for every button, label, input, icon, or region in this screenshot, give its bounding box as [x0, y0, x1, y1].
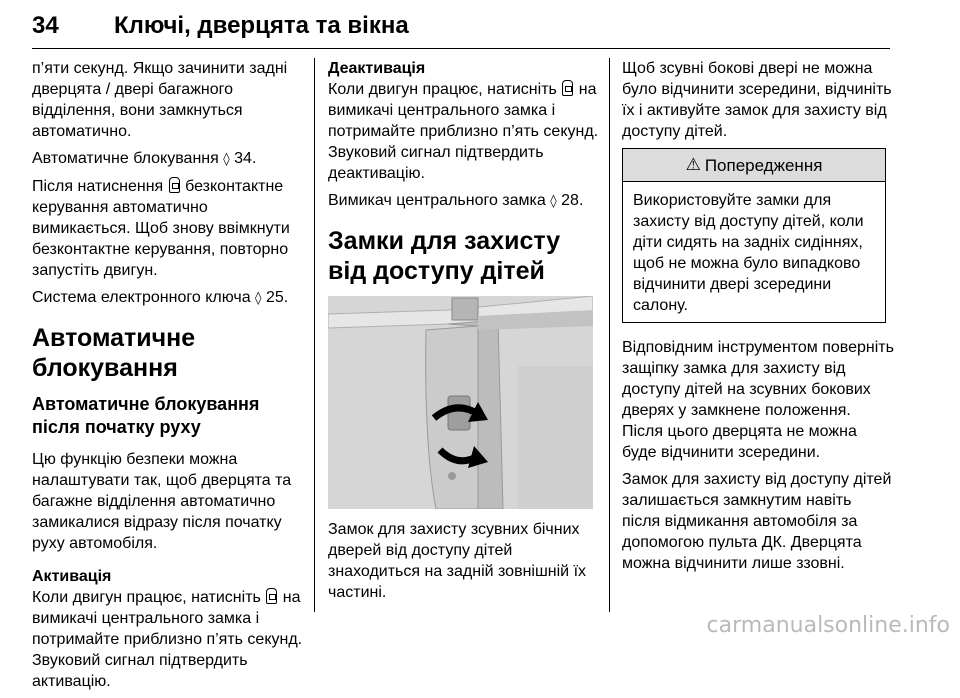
paragraph-cross-reference: Вимикач центрального замка ◊ 28. [328, 192, 584, 209]
lock-button-icon [169, 177, 180, 193]
warning-text: Використовуйте замки для захисту від доступу дітей, коли діти сидять на задніх сидіннях, щоб не можна було випадково відчинити двері зсередини салону. [633, 192, 864, 314]
page-header [32, 4, 890, 49]
column-divider [609, 58, 610, 612]
column-divider [314, 58, 315, 612]
column-2 [328, 58, 600, 609]
door-latch-drawing [328, 296, 593, 509]
page-reference[interactable]: 28. [561, 192, 584, 209]
paragraph: Коли двигун працює, натисніть на вимикачі центрального замка і потримайте приблизно п’ять секунд. Звуковий сигнал підтвердить деактивацію. [328, 81, 599, 182]
paragraph-cross-reference: Система електронного ключа ◊ 25. [32, 289, 289, 306]
page-reference[interactable]: 34. [234, 150, 257, 167]
lock-button-icon [266, 588, 277, 604]
deactivation-heading: Деактивація [328, 60, 426, 77]
paragraph: п’яти секунд. Якщо зачинити задні дверцята / двері багажного відділення, вони замкнуться автоматично. [32, 60, 288, 140]
watermark: carmanualsonline.info [706, 613, 950, 638]
page-reference-arrow-icon: ◊ [255, 291, 262, 306]
section-heading: Замки для захисту від доступу дітей [328, 227, 561, 285]
figure-caption: Замок для захисту зсувних бічних дверей від доступу дітей знаходиться на задній зовнішній їх частині. [328, 521, 587, 601]
paragraph: Коли двигун працює, натисніть на вимикачі центрального замка і потримайте приблизно п’ять секунд. Звуковий сигнал підтвердить активацію. [32, 589, 303, 690]
warning-header [623, 149, 885, 182]
lock-button-icon [562, 80, 573, 96]
child-lock-illustration [328, 296, 593, 509]
paragraph: Цю функцію безпеки можна налаштувати так, щоб дверцята та багажне відділення автоматично замикалися відразу після початку руху автомобіля. [32, 451, 292, 552]
page-number: 34 [32, 12, 59, 39]
warning-triangle-icon: ⚠ [685, 154, 701, 175]
page-title: Ключі, дверцята та вікна [114, 12, 409, 39]
section-heading: Автоматичне блокування [32, 324, 196, 382]
paragraph: Щоб зсувні бокові двері не можна було відчинити зсередини, відчиніть їх і активуйте замок для захисту від доступу дітей. [622, 60, 892, 140]
warning-box [622, 148, 886, 323]
column-3 [622, 58, 894, 580]
page-reference-arrow-icon: ◊ [223, 152, 230, 167]
paragraph: Після натиснення безконтактне керування автоматично вимикається. Щоб знову ввімкнути безконтактне керування, повторно запустіть двигун. [32, 178, 290, 279]
page-reference-arrow-icon: ◊ [550, 194, 557, 209]
column-1 [32, 58, 304, 698]
page-reference[interactable]: 25. [265, 289, 289, 306]
warning-title: Попередження [704, 155, 823, 175]
paragraph: Замок для захисту від доступу дітей залишається замкнутим навіть після відмикання автомобіля за допомогою пульта ДК. Дверцята можна відчинити лише ззовні. [622, 471, 892, 572]
activation-heading: Активація [32, 568, 112, 585]
subsection-heading: Автоматичне блокування після початку руху [32, 394, 260, 437]
paragraph-cross-reference: Автоматичне блокування ◊ 34. [32, 150, 257, 167]
paragraph: Відповідним інструментом поверніть защіпку замка для захисту від доступу дітей на зсувних бокових дверях у замкнене положення. Після цього дверцята не можна буде відчинити зсередини. [622, 339, 894, 461]
